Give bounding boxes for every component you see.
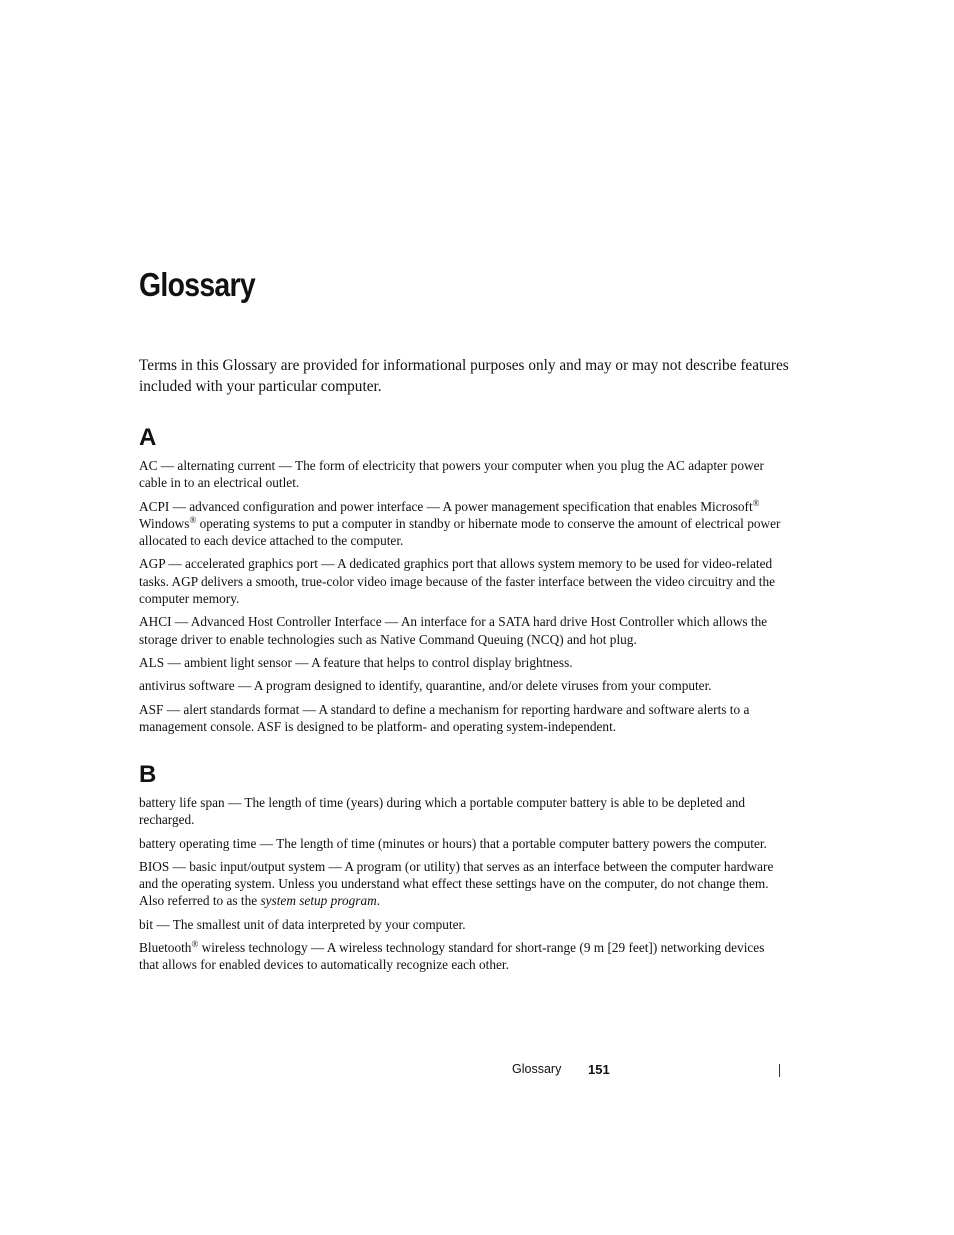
glossary-entry-als [139, 654, 787, 671]
entry-term: AHCI [139, 614, 172, 630]
entry-term: wireless technology [198, 940, 308, 956]
glossary-entry-ac [139, 457, 787, 492]
entry-definition: — basic input/output system — A program (or utility) that serves as an interface between the computer hardware and the operating system. Unless you understand what effect these settings have on the computer, do not change them. Also referred to as the [139, 858, 774, 909]
entry-definition: — accelerated graphics port — A dedicated graphics port that allows system memory to be used for video-related tasks. AGP delivers a smooth, true-color video image because of the faster interface between the video circuitry and the computer memory. [139, 556, 776, 607]
glossary-entry-acpi [139, 498, 787, 550]
entry-definition: — advanced configuration and power interface — A power management specification that enables Microsoft [169, 498, 753, 514]
entry-definition: — A program designed to identify, quarantine, and/or delete viruses from your computer. [234, 678, 712, 694]
glossary-entry-bios [139, 858, 787, 910]
entry-definition: — Advanced Host Controller Interface — An interface for a SATA hard drive Host Controller which allows the storage driver to enable technologies such as Native Command Queuing (NCQ) and hot plug. [139, 614, 768, 647]
entry-definition: — The length of time (minutes or hours) that a portable computer battery powers the computer. [256, 835, 767, 851]
glossary-entry-asf [139, 701, 787, 736]
entry-term: BIOS [139, 858, 170, 874]
entry-definition: alternating current — The form of electricity that powers your computer when you plug the AC adapter power cable in to an electrical outlet. [139, 458, 764, 491]
intro-paragraph: Terms in this Glossary are provided for informational purposes only and may or may not describe features included with your particular computer. [139, 357, 789, 395]
entry-definition-end: . [376, 893, 381, 909]
section-heading-a: A [139, 424, 157, 451]
footer-rule [779, 1064, 780, 1077]
glossary-entry-antivirus [139, 677, 787, 694]
registered-mark: ® [752, 497, 760, 508]
entry-definition: — The smallest unit of data interpreted by your computer. [153, 916, 466, 932]
entry-term: AC — [139, 458, 175, 473]
registered-mark: ® [191, 939, 199, 950]
section-b-entries [139, 794, 787, 980]
entry-term: ASF [139, 701, 164, 717]
entry-term: antivirus software [139, 678, 235, 694]
entry-definition: — The length of time (years) during which a portable computer battery is able to be depleted and recharged. [139, 795, 746, 828]
glossary-entry-bluetooth [139, 939, 787, 974]
entry-definition: — ambient light sensor — A feature that helps to control display brightness. [164, 654, 573, 670]
entry-definition: — A wireless technology standard for short-range (9 m [29 feet]) networking devices that allows for enabled devices to automatically recognize each other. [139, 940, 765, 973]
glossary-entry-bit [139, 916, 787, 933]
footer-section-label: Glossary [512, 1062, 562, 1076]
section-a-entries [139, 457, 787, 741]
entry-term: AGP [139, 556, 166, 572]
glossary-entry-battery-life-span [139, 794, 787, 829]
glossary-entry-agp [139, 555, 787, 607]
entry-definition: operating systems to put a computer in standby or hibernate mode to conserve the amount of electrical power allocated to each device attached to the computer. [139, 515, 781, 549]
section-heading-b: B [139, 761, 157, 788]
entry-term: battery operating time [139, 835, 257, 851]
page-title: Glossary [139, 266, 255, 303]
entry-term: ALS [139, 654, 165, 670]
entry-definition: Windows [139, 515, 190, 531]
entry-term: battery life span [139, 795, 225, 810]
glossary-entry-battery-operating-time [139, 835, 787, 852]
entry-emphasis: system setup program [260, 893, 377, 909]
page-footer [0, 1062, 954, 1082]
entry-definition: — alert standards format — A standard to define a mechanism for reporting hardware and software alerts to a management console. ASF is designed to be platform- and operating system-independent. [139, 701, 750, 734]
entry-term: bit [139, 916, 154, 932]
entry-term: ACPI [139, 498, 170, 514]
glossary-entry-ahci [139, 613, 787, 648]
entry-term: Bluetooth [139, 940, 192, 956]
page-number: 151 [588, 1062, 610, 1077]
registered-mark: ® [189, 514, 197, 525]
